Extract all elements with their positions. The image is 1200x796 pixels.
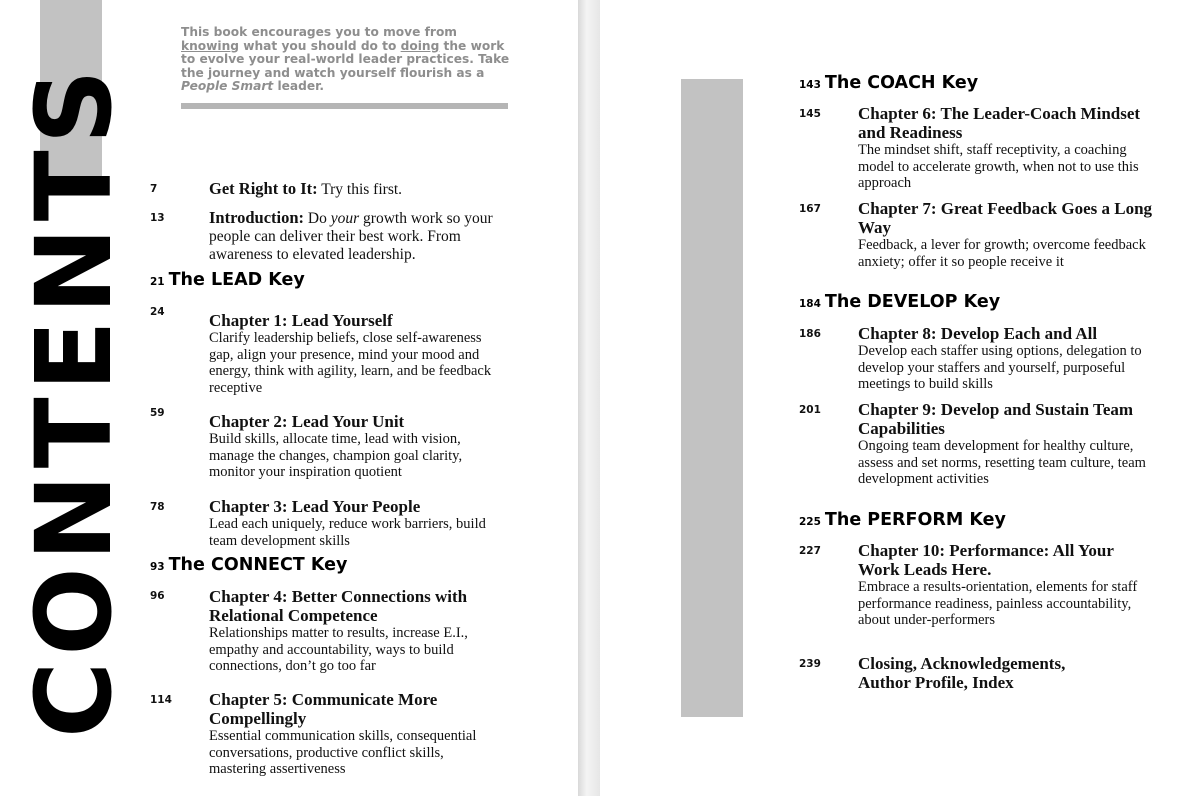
chapter-title: Chapter 7: Great Feedback Goes a Long Way	[858, 199, 1153, 237]
page-number: 7	[150, 183, 158, 195]
chapter-description: Build skills, allocate time, lead with vision, manage the changes, champion goal clarity, monitor your inspiration quotient	[209, 431, 463, 481]
chapter-title: Chapter 8: Develop Each and All	[858, 324, 1098, 343]
page-number: 227	[799, 545, 821, 557]
blurb-underline-rule	[181, 103, 508, 109]
chapter-description: Feedback, a lever for growth; overcome feedback anxiety; offer it so people receive it	[858, 237, 1146, 270]
chapter-title: Chapter 10: Performance: All Your Work Leads Here.	[858, 541, 1114, 579]
toc-entry-introduction[interactable]: Introduction: Do your growth work so your people can deliver their best work. From awareness to elevated leadership.	[209, 208, 493, 263]
chapter-title: Chapter 3: Lead Your People	[209, 497, 421, 516]
toc-entry-chapter-4[interactable]	[209, 587, 489, 675]
chapter-title: Chapter 4: Better Connections with Relational Competence	[209, 587, 468, 625]
chapter-description: Develop each staffer using options, delegation to develop your staffers and yourself, purposeful meetings to build skills	[858, 343, 1142, 393]
page-number: 145	[799, 108, 821, 120]
page-number: 201	[799, 404, 821, 416]
toc-entry-chapter-3[interactable]	[209, 497, 499, 549]
chapter-title: Chapter 9: Develop and Sustain Team Capabilities	[858, 400, 1134, 438]
chapter-description: Embrace a results-orientation, elements for staff performance readiness, painless accountability, about under-performers	[858, 579, 1138, 629]
chapter-title: Chapter 6: The Leader-Coach Mindset and Readiness	[858, 104, 1141, 142]
decorative-gray-bar	[681, 79, 743, 717]
page-number: 24	[150, 306, 165, 318]
toc-entry-get-right-to-it[interactable]: Get Right to It: Try this first.	[209, 179, 403, 198]
toc-entry-chapter-9[interactable]	[858, 400, 1158, 488]
book-spine	[578, 0, 600, 796]
toc-entry-chapter-1[interactable]	[209, 311, 499, 396]
toc-entry-chapter-7[interactable]	[858, 199, 1158, 270]
toc-entry-closing[interactable]	[858, 654, 1118, 692]
toc-entry-chapter-6[interactable]	[858, 104, 1148, 192]
contents-heading: CONTENTS	[13, 63, 135, 738]
left-page	[0, 0, 578, 796]
page-number: 13	[150, 212, 165, 224]
page-number: 167	[799, 203, 821, 215]
chapter-description: Clarify leadership beliefs, close self-awareness gap, align your presence, mind your mood and energy, think with agility, learn, and be feedback receptive	[209, 330, 492, 396]
chapter-description: Ongoing team development for healthy culture, assess and set norms, resetting team culture, team development activities	[858, 438, 1146, 488]
page-number: 96	[150, 590, 165, 602]
chapter-description: Relationships matter to results, increase E.I., empathy and accountability, ways to build connections, don’t go too far	[209, 625, 468, 675]
chapter-description: The mindset shift, staff receptivity, a coaching model to accelerate growth, when not to use this approach	[858, 142, 1139, 192]
page-number: 78	[150, 501, 165, 513]
chapter-description: Lead each uniquely, reduce work barriers, build team development skills	[209, 516, 486, 549]
section-lead-key[interactable]: 21 The LEAD Key	[150, 270, 305, 290]
intro-blurb: This book encourages you to move from knowing what you should do to doing the work to evolve your real-world leader practices. Take the journey and watch yourself flourish as a People Smart leader.	[181, 25, 510, 94]
chapter-title: Closing, Acknowledgements, Author Profile, Index	[858, 654, 1066, 692]
section-connect-key[interactable]: 93 The CONNECT Key	[150, 555, 348, 575]
chapter-title: Chapter 1: Lead Yourself	[209, 311, 393, 330]
page-number: 59	[150, 407, 165, 419]
toc-entry-chapter-2[interactable]	[209, 412, 499, 481]
chapter-title: Chapter 5: Communicate More Compellingly	[209, 690, 438, 728]
page-number: 114	[150, 694, 172, 706]
toc-entry-chapter-10[interactable]	[858, 541, 1158, 629]
page-number: 239	[799, 658, 821, 670]
section-coach-key[interactable]: 143 The COACH Key	[799, 73, 979, 93]
toc-entry-chapter-5[interactable]	[209, 690, 489, 778]
chapter-description: Essential communication skills, consequential conversations, productive conflict skills, mastering assertiveness	[209, 728, 477, 778]
chapter-title: Chapter 2: Lead Your Unit	[209, 412, 405, 431]
section-perform-key[interactable]: 225 The PERFORM Key	[799, 510, 1006, 530]
section-develop-key[interactable]: 184 The DEVELOP Key	[799, 292, 1001, 312]
toc-entry-chapter-8[interactable]	[858, 324, 1158, 393]
page-number: 186	[799, 328, 821, 340]
